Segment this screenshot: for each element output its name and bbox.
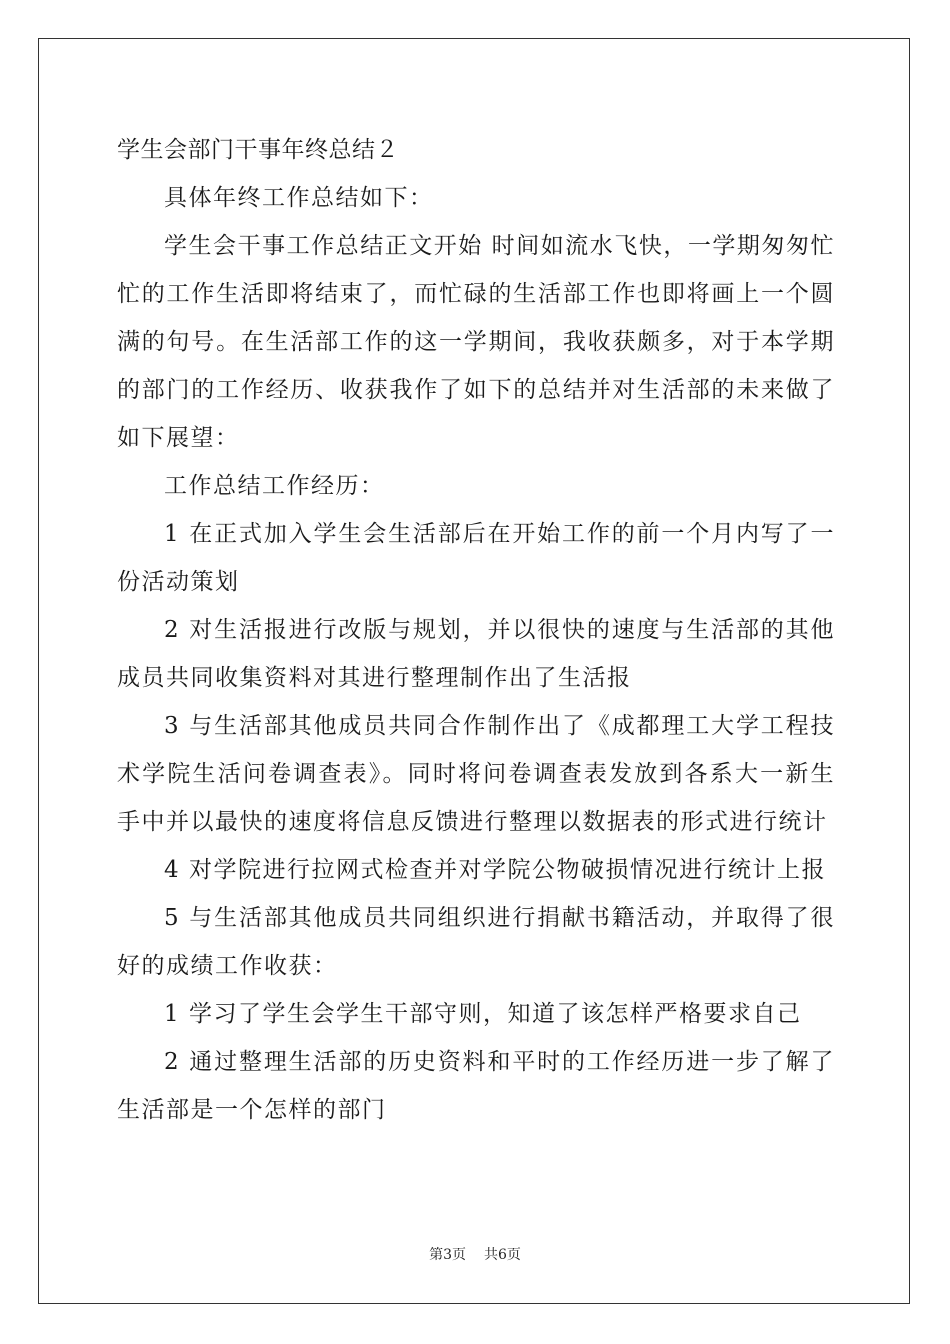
- document-body: [117, 126, 835, 1134]
- list-item: 3 与生活部其他成员共同合作制作出了《成都理工大学工程技术学院生活问卷调查表》。同时将问卷调查表发放到各系大一新生手中并以最快的速度将信息反馈进行整理以数据表的形式进行统计: [117, 713, 835, 835]
- page-footer: [0, 1244, 950, 1264]
- paragraph: 具体年终工作总结如下：: [164, 185, 434, 211]
- page-number: 第3页: [429, 1247, 466, 1263]
- document-title: 学生会部门干事年终总结２: [117, 137, 399, 163]
- list-item: 1 学习了学生会学生干部守则，知道了该怎样严格要求自己: [164, 1001, 802, 1027]
- paragraph: 工作总结工作经历：: [164, 473, 385, 499]
- list-item: 1 在正式加入学生会生活部后在开始工作的前一个月内写了一份活动策划: [117, 521, 835, 595]
- list-item: 4 对学院进行拉网式检查并对学院公物破损情况进行统计上报: [164, 857, 826, 883]
- list-item: 2 对生活报进行改版与规划，并以很快的速度与生活部的其他成员共同收集资料对其进行整理制作出了生活报: [117, 617, 835, 691]
- list-item: 2 通过整理生活部的历史资料和平时的工作经历进一步了解了生活部是一个怎样的部门: [117, 1049, 835, 1123]
- page-total: 共6页: [484, 1247, 521, 1263]
- list-item: 5 与生活部其他成员共同组织进行捐献书籍活动，并取得了很好的成绩工作收获：: [117, 905, 835, 979]
- paragraph: 学生会干事工作总结正文开始 时间如流水飞快，一学期匆匆忙忙的工作生活即将结束了，而忙碌的生活部工作也即将画上一个圆满的句号。在生活部工作的这一学期间，我收获颇多，对于本学期的部门的工作经历、收获我作了如下的总结并对生活部的未来做了如下展望：: [117, 233, 835, 451]
